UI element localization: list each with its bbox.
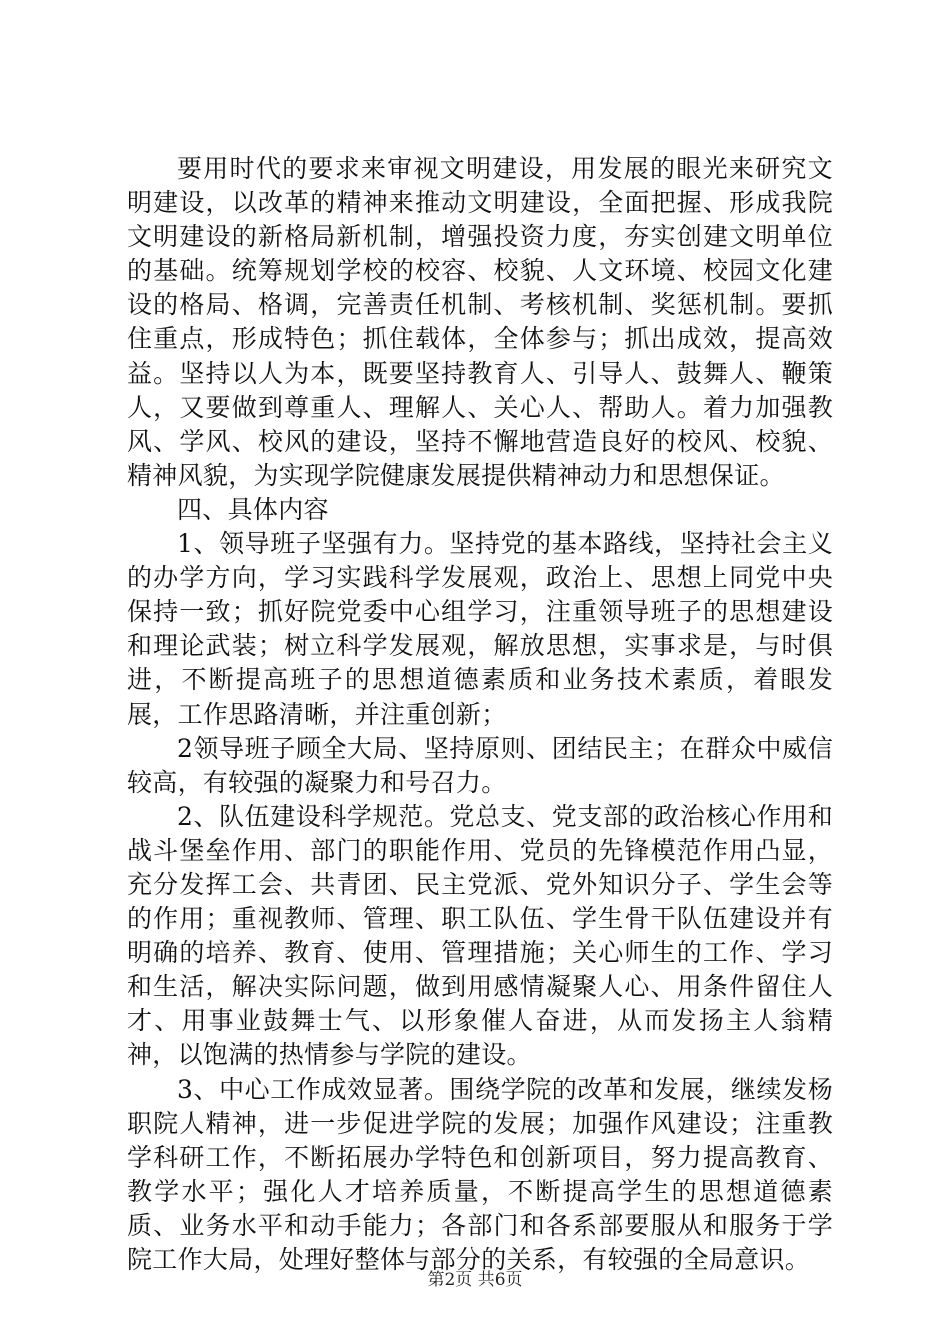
page-number-footer: 第2页 共6页 (427, 1270, 523, 1290)
paragraph-leadership-strong: 1、领导班子坚强有力。坚持党的基本路线，坚持社会主义的办学方向，学习实践科学发展观，政治上、思想上同党中央保持一致；抓好院党委中心组学习，注重领导班子的思想建设和理论武装；树立科学发展观，解放思想，实事求是，与时俱进，不断提高班子的思想道德素质和业务技术素质，着眼发展，工作思路清晰，并注重创新； (127, 529, 833, 729)
paragraph-central-work: 3、中心工作成效显著。围绕学院的改革和发展，继续发杨职院人精神，进一步促进学院的发展；加强作风建设；注重教学科研工作，不断拓展办学特色和创新项目，努力提高教育、教学水平；强化人才培养质量，不断提高学生的思想道德素质、业务水平和动手能力；各部门和各系部要服从和服务于学院工作大局，处理好整体与部分的关系，有较强的全局意识。 (127, 1074, 833, 1274)
paragraph-leadership-overall: 2领导班子顾全大局、坚持原则、团结民主；在群众中威信较高，有较强的凝聚力和号召力。 (127, 733, 833, 797)
paragraph-team-building: 2、队伍建设科学规范。党总支、党支部的政治核心作用和战斗堡垒作用、部门的职能作用、党员的先锋模范作用凸显，充分发挥工会、共青团、民主党派、党外知识分子、学生会等的作用；重视教师、管理、职工队伍、学生骨干队伍建设并有明确的培养、教育、使用、管理措施；关心师生的工作、学习和生活，解决实际问题，做到用感情凝聚人心、用条件留住人才、用事业鼓舞士气、以形象催人奋进，从而发扬主人翁精神，以饱满的热情参与学院的建设。 (127, 801, 833, 1070)
paragraph-intro: 要用时代的要求来审视文明建设，用发展的眼光来研究文明建设，以改革的精神来推动文明建设，全面把握、形成我院文明建设的新格局新机制，增强投资力度，夯实创建文明单位的基础。统筹规划学校的校容、校貌、人文环境、校园文化建设的格局、格调，完善责任机制、考核机制、奖惩机制。要抓住重点，形成特色；抓住载体，全体参与；抓出成效，提高效益。坚持以人为本，既要坚持教育人、引导人、鼓舞人、鞭策人，又要做到尊重人、理解人、关心人、帮助人。着力加强教风、学风、校风的建设，坚持不懈地营造良好的校风、校貌、精神风貌，为实现学院健康发展提供精神动力和思想保证。 (127, 154, 833, 490)
document-body (127, 152, 833, 1277)
section-heading-specific-content: 四、具体内容 (177, 494, 329, 524)
